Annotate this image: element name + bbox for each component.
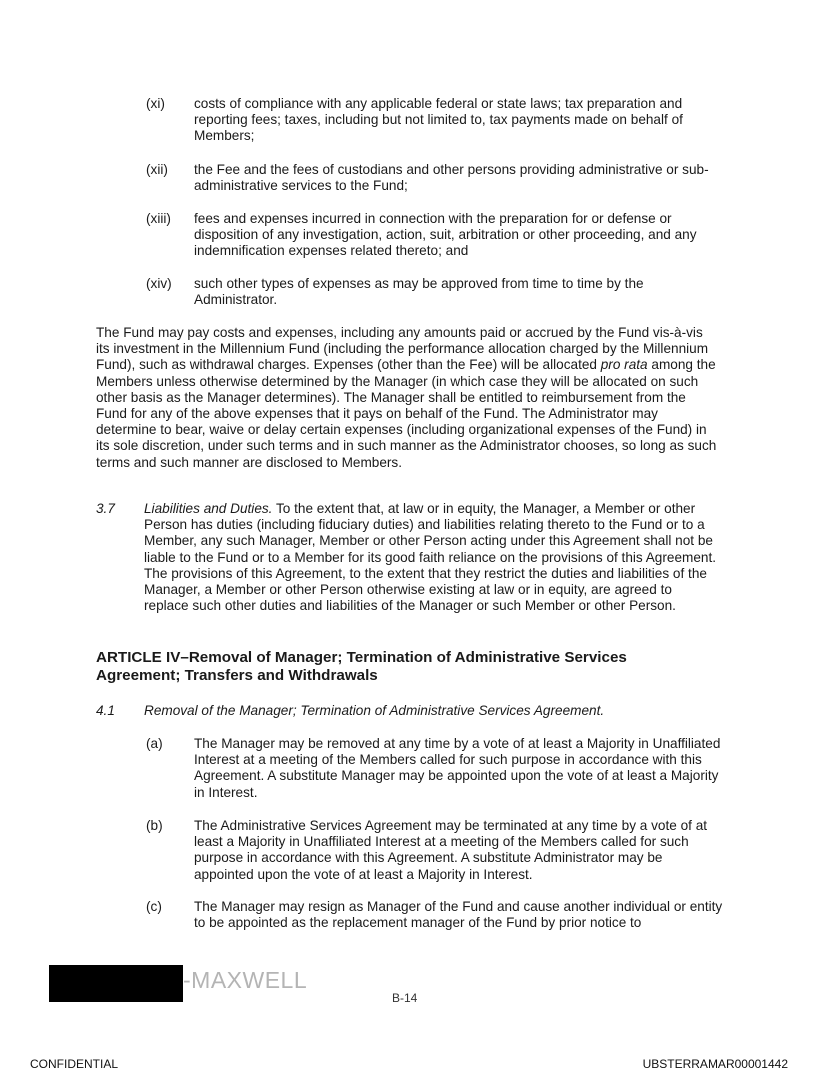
section-number: 3.7 (96, 501, 115, 516)
item-text: The Manager may be removed at any time by a vote of at least a Majority in Unaffiliated Interest at a meeting of the Members called for such purpose in accordance with this Agreement. A substitute Manager may be appointed upon the vote of at least a Majority in Interest. (194, 736, 721, 800)
item-number: (xi) (146, 96, 165, 111)
item-number: (xiii) (146, 211, 171, 226)
section-heading: Removal of the Manager; Termination of Administrative Services Agreement. (144, 703, 605, 718)
page-number: B-14 (392, 991, 418, 1005)
article-heading: ARTICLE IV–Removal of Manager; Termination of Administrative Services Agreement; Transfers and Withdrawals (96, 649, 627, 684)
section-number: 4.1 (96, 703, 115, 718)
confidential-label: CONFIDENTIAL (30, 1057, 119, 1071)
item-text: costs of compliance with any applicable federal or state laws; tax preparation and reporting fees; taxes, including but not limited to, tax payments made on behalf of Members; (194, 96, 683, 144)
item-number: (xii) (146, 162, 168, 177)
paragraph-text: The Fund may pay costs and expenses, including any amounts paid or accrued by the Fund vis-à-vis its investment in the Millennium Fund (including the performance allocation charged by the Millennium Fund), such as withdrawal charges. Expenses (other than the Fee) will be allocated (96, 325, 709, 373)
redaction-box (49, 965, 183, 1002)
section-heading: Liabilities and Duties. (144, 501, 273, 516)
item-number: (b) (146, 818, 163, 833)
italic-term: pro rata (600, 357, 648, 373)
section-body (144, 501, 720, 614)
expenses-paragraph (96, 325, 720, 471)
bates-number: UBSTERRAMAR00001442 (642, 1057, 788, 1071)
item-number: (a) (146, 736, 163, 751)
item-number: (c) (146, 899, 162, 914)
item-text: fees and expenses incurred in connection with the preparation for or defense or disposition of any investigation, action, suit, arbitration or other proceeding, and any indemnification expenses related thereto; and (194, 211, 697, 259)
item-text: the Fee and the fees of custodians and other persons providing administrative or sub-administrative services to the Fund; (194, 162, 709, 194)
paragraph-text: among the Members unless otherwise determined by the Manager (in which case they will be allocated on such other basis as the Manager determines). The Manager shall be entitled to reimbursement from the Fund for any of the above expenses that it pays on behalf of the Fund. The Administrator may determine to bear, waive or delay certain expenses (including organizational expenses of the Fund) in its sole discretion, under such terms and in such manner as the Administrator chooses, so long as such terms and such manner are disclosed to Members. (96, 357, 717, 470)
item-text: The Administrative Services Agreement may be terminated at any time by a vote of at least a Majority in Unaffiliated Interest at a meeting of the Members called for such purpose in accordance with this Agreement. A substitute Administrator may be appointed upon the vote of at least a Majority in Interest. (194, 818, 708, 882)
item-text: The Manager may resign as Manager of the Fund and cause another individual or entity to be appointed as the replacement manager of the Fund by prior notice to (194, 899, 723, 931)
item-text: such other types of expenses as may be approved from time to time by the Administrator. (194, 276, 644, 308)
exhibit-stamp: -MAXWELL (183, 967, 308, 993)
item-number: (xiv) (146, 276, 172, 291)
section-text: To the extent that, at law or in equity, the Manager, a Member or other Person has duties (including fiduciary duties) and liabilities relating thereto to the Fund or to a Member, any such Manager, Member or other Person acting under this Agreement shall not be liable to the Fund or to a Member for its good faith reliance on the provisions of this Agreement. The provisions of this Agreement, to the extent that they restrict the duties and liabilities of the Manager, a Member or other Person otherwise existing at law or in equity, are agreed to replace such other duties and liabilities of the Manager or such Member or other Person. (144, 501, 717, 614)
